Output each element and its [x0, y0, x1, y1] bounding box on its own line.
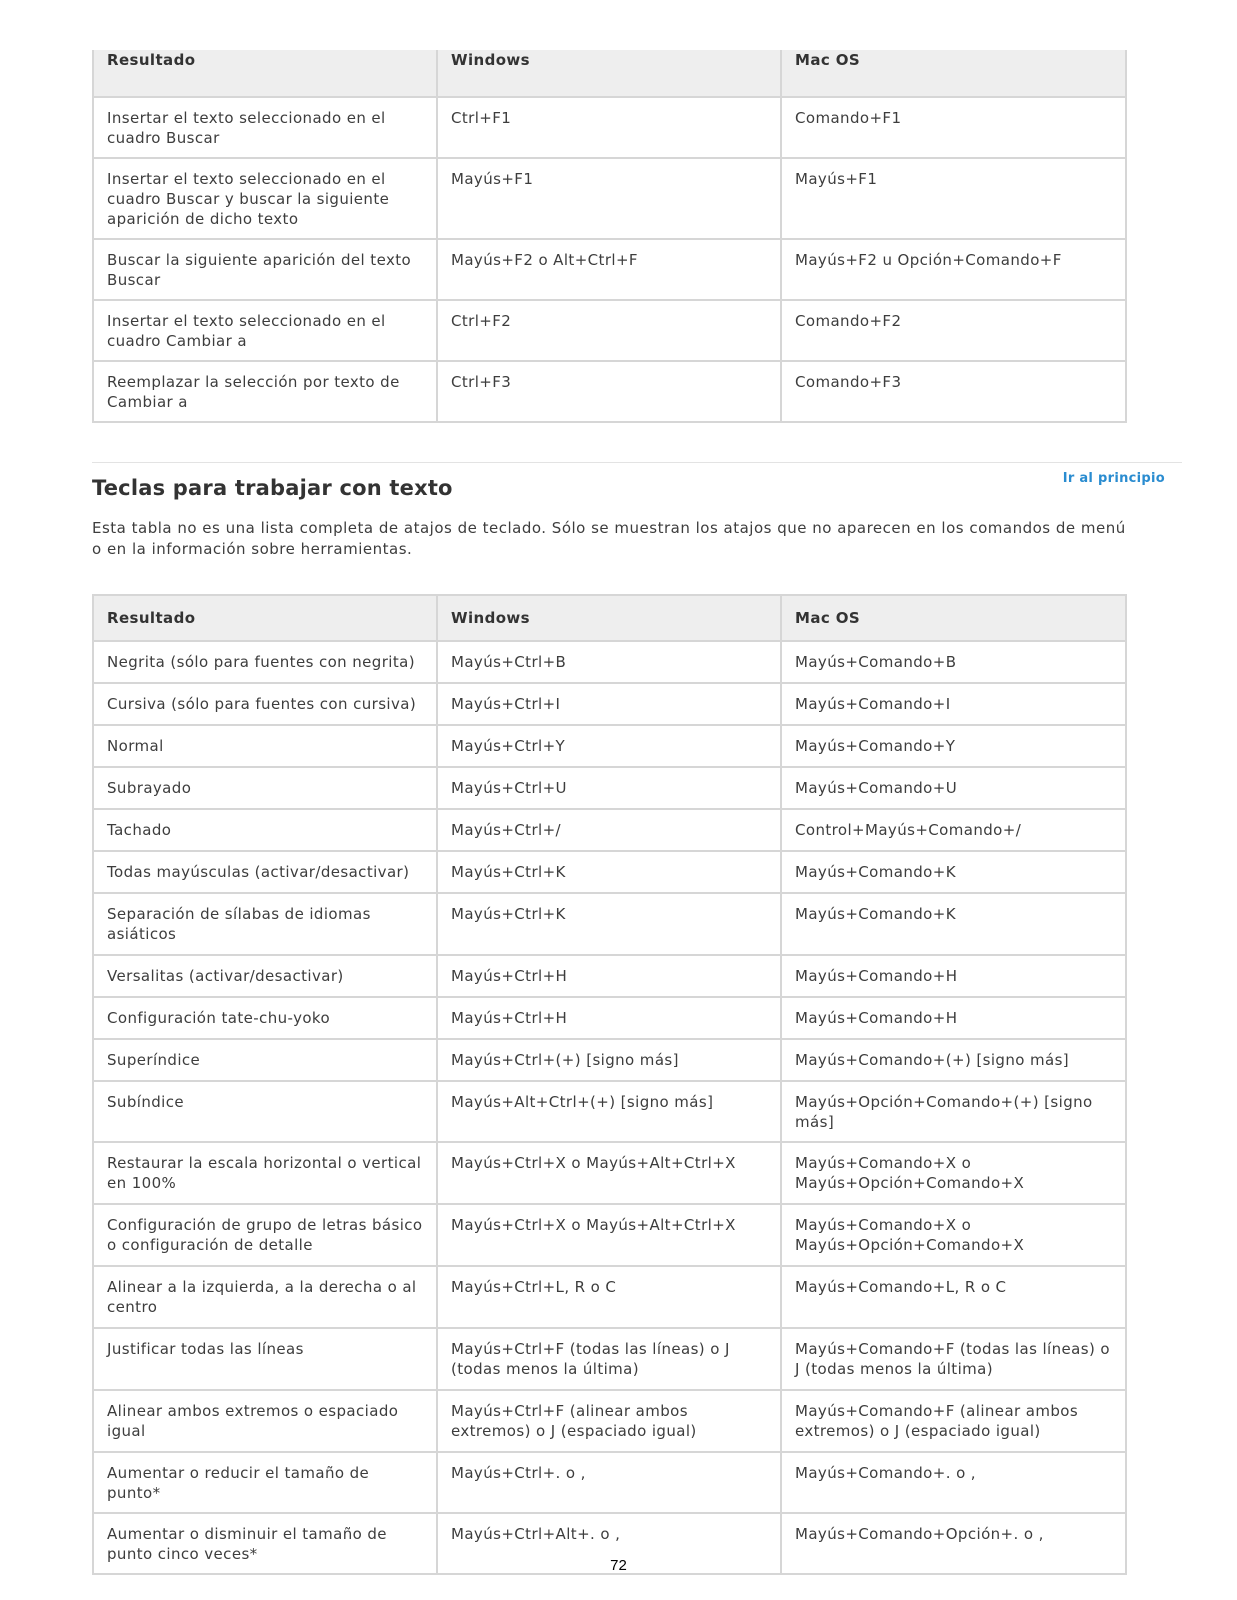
cell-windows: Mayús+Ctrl+F (todas las líneas) o J (todas menos la última) [437, 1328, 781, 1390]
cell-macos: Mayús+Comando+X o Mayús+Opción+Comando+X [781, 1142, 1126, 1204]
cell-macos: Mayús+Opción+Comando+(+) [signo más] [781, 1081, 1126, 1142]
cell-result: Insertar el texto seleccionado en el cuadro Cambiar a [93, 300, 437, 361]
column-header-windows: Windows [437, 595, 781, 641]
cell-result: Buscar la siguiente aparición del texto Buscar [93, 239, 437, 300]
cell-macos: Comando+F2 [781, 300, 1126, 361]
cell-result: Normal [93, 725, 437, 767]
cell-windows: Mayús+F1 [437, 158, 781, 239]
table-row [93, 1204, 1126, 1266]
cell-result: Negrita (sólo para fuentes con negrita) [93, 641, 437, 683]
section-divider [92, 462, 1182, 463]
cell-windows: Mayús+Ctrl+. o , [437, 1452, 781, 1513]
table-row [93, 239, 1126, 300]
cell-result: Alinear a la izquierda, a la derecha o al centro [93, 1266, 437, 1328]
cell-macos: Mayús+Comando+I [781, 683, 1126, 725]
cell-macos: Mayús+F1 [781, 158, 1126, 239]
table-header-row [93, 50, 1126, 97]
cell-windows: Mayús+Ctrl+H [437, 997, 781, 1039]
cell-macos: Mayús+F2 u Opción+Comando+F [781, 239, 1126, 300]
cell-result: Reemplazar la selección por texto de Cambiar a [93, 361, 437, 422]
cell-macos: Control+Mayús+Comando+/ [781, 809, 1126, 851]
table-row [93, 1328, 1126, 1390]
cell-macos: Mayús+Comando+K [781, 851, 1126, 893]
table-row [93, 97, 1126, 158]
cell-result: Insertar el texto seleccionado en el cuadro Buscar [93, 97, 437, 158]
cell-macos: Mayús+Comando+K [781, 893, 1126, 955]
column-header-windows: Windows [437, 50, 781, 97]
cell-macos: Mayús+Comando+. o , [781, 1452, 1126, 1513]
cell-macos: Mayús+Comando+Y [781, 725, 1126, 767]
table-row [93, 1039, 1126, 1081]
cell-result: Tachado [93, 809, 437, 851]
table-row [93, 300, 1126, 361]
section-intro: Esta tabla no es una lista completa de atajos de teclado. Sólo se muestran los atajos que no aparecen en los comandos de menú o en la información sobre herramientas. [92, 519, 1126, 558]
cell-result: Cursiva (sólo para fuentes con cursiva) [93, 683, 437, 725]
cell-windows: Mayús+Ctrl+K [437, 893, 781, 955]
cell-result: Insertar el texto seleccionado en el cuadro Buscar y buscar la siguiente aparición de dicho texto [93, 158, 437, 239]
cell-windows: Mayús+Ctrl+F (alinear ambos extremos) o J (espaciado igual) [437, 1390, 781, 1452]
back-to-top-link[interactable]: Ir al principio [1062, 471, 1165, 486]
cell-windows: Mayús+Ctrl+X o Mayús+Alt+Ctrl+X [437, 1142, 781, 1204]
table-row [93, 1266, 1126, 1328]
cell-result: Configuración tate-chu-yoko [93, 997, 437, 1039]
shortcuts-table-text [92, 594, 1127, 1575]
table-row [93, 893, 1126, 955]
cell-windows: Mayús+Ctrl+B [437, 641, 781, 683]
cell-windows: Mayús+F2 o Alt+Ctrl+F [437, 239, 781, 300]
section-title: Teclas para trabajar con texto [92, 476, 453, 500]
cell-result: Restaurar la escala horizontal o vertical en 100% [93, 1142, 437, 1204]
cell-windows: Mayús+Ctrl+/ [437, 809, 781, 851]
column-header-result: Resultado [93, 595, 437, 641]
cell-result: Aumentar o disminuir el tamaño de punto cinco veces* [93, 1513, 437, 1574]
cell-macos: Mayús+Comando+Opción+. o , [781, 1513, 1126, 1574]
cell-windows: Mayús+Ctrl+(+) [signo más] [437, 1039, 781, 1081]
cell-macos: Comando+F3 [781, 361, 1126, 422]
table-row [93, 158, 1126, 239]
table-row [93, 1390, 1126, 1452]
cell-macos: Mayús+Comando+L, R o C [781, 1266, 1126, 1328]
cell-macos: Mayús+Comando+F (todas las líneas) o J (todas menos la última) [781, 1328, 1126, 1390]
table-row [93, 1142, 1126, 1204]
cell-result: Versalitas (activar/desactivar) [93, 955, 437, 997]
table-row [93, 725, 1126, 767]
table-row [93, 1081, 1126, 1142]
table-row [93, 851, 1126, 893]
table-header-row [93, 595, 1126, 641]
cell-windows: Ctrl+F1 [437, 97, 781, 158]
cell-result: Aumentar o reducir el tamaño de punto* [93, 1452, 437, 1513]
cell-windows: Mayús+Ctrl+Alt+. o , [437, 1513, 781, 1574]
table-row [93, 997, 1126, 1039]
cell-macos: Mayús+Comando+H [781, 955, 1126, 997]
shortcuts-table-find [92, 50, 1127, 423]
cell-windows: Mayús+Ctrl+K [437, 851, 781, 893]
cell-result: Separación de sílabas de idiomas asiáticos [93, 893, 437, 955]
cell-windows: Mayús+Ctrl+H [437, 955, 781, 997]
table-row [93, 955, 1126, 997]
cell-result: Justificar todas las líneas [93, 1328, 437, 1390]
table-row [93, 361, 1126, 422]
cell-windows: Mayús+Alt+Ctrl+(+) [signo más] [437, 1081, 781, 1142]
cell-windows: Mayús+Ctrl+U [437, 767, 781, 809]
cell-result: Alinear ambos extremos o espaciado igual [93, 1390, 437, 1452]
cell-macos: Mayús+Comando+(+) [signo más] [781, 1039, 1126, 1081]
cell-macos: Mayús+Comando+H [781, 997, 1126, 1039]
table-row [93, 809, 1126, 851]
cell-result: Superíndice [93, 1039, 437, 1081]
table-row [93, 1452, 1126, 1513]
table-row [93, 641, 1126, 683]
cell-result: Todas mayúsculas (activar/desactivar) [93, 851, 437, 893]
page-number: 72 [610, 1557, 627, 1574]
cell-macos: Mayús+Comando+F (alinear ambos extremos) o J (espaciado igual) [781, 1390, 1126, 1452]
cell-macos: Mayús+Comando+U [781, 767, 1126, 809]
column-header-macos: Mac OS [781, 50, 1126, 97]
cell-macos: Mayús+Comando+B [781, 641, 1126, 683]
cell-windows: Ctrl+F3 [437, 361, 781, 422]
cell-windows: Mayús+Ctrl+X o Mayús+Alt+Ctrl+X [437, 1204, 781, 1266]
cell-macos: Comando+F1 [781, 97, 1126, 158]
table-row [93, 683, 1126, 725]
cell-result: Configuración de grupo de letras básico o configuración de detalle [93, 1204, 437, 1266]
table-row [93, 767, 1126, 809]
cell-windows: Mayús+Ctrl+Y [437, 725, 781, 767]
cell-result: Subrayado [93, 767, 437, 809]
cell-windows: Mayús+Ctrl+L, R o C [437, 1266, 781, 1328]
cell-macos: Mayús+Comando+X o Mayús+Opción+Comando+X [781, 1204, 1126, 1266]
column-header-result: Resultado [93, 50, 437, 97]
cell-windows: Mayús+Ctrl+I [437, 683, 781, 725]
cell-result: Subíndice [93, 1081, 437, 1142]
column-header-macos: Mac OS [781, 595, 1126, 641]
cell-windows: Ctrl+F2 [437, 300, 781, 361]
